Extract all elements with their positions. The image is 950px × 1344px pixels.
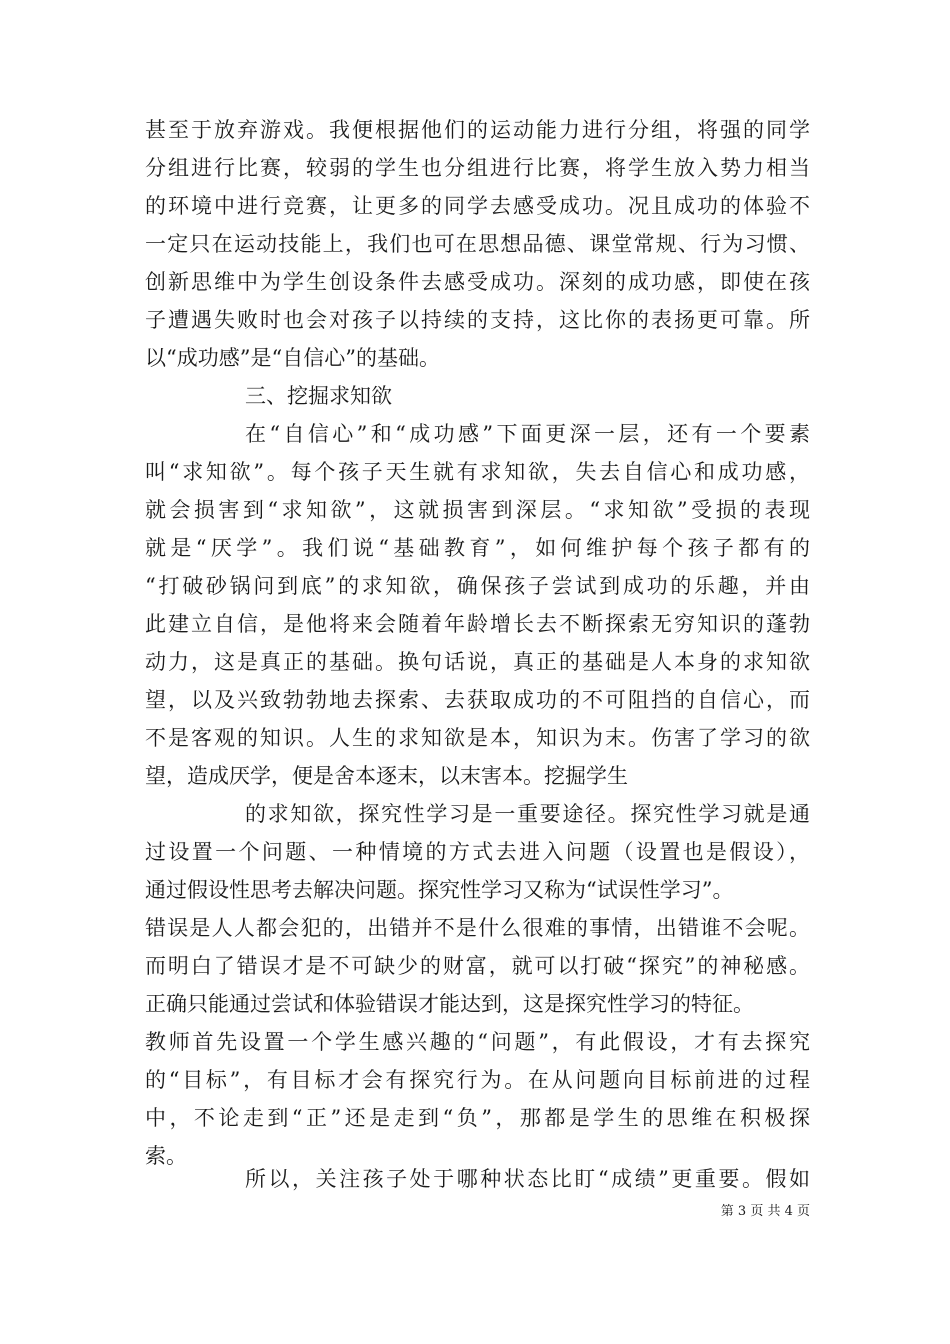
section-heading: 三、挖掘求知欲 [245,384,392,408]
page-number-footer: 第 3 页 共 4 页 [720,1204,810,1219]
paragraph-line: 不是客观的知识。人生的求知欲是本，知识为末。伤害了学习的欲 [145,726,810,750]
paragraph-line: 的求知欲，探究性学习是一重要途径。探究性学习就是通 [245,802,810,826]
paragraph-line: 就会损害到“求知欲”，这就损害到深层。“求知欲”受损的表现 [145,498,810,522]
paragraph-line: “打破砂锅问到底”的求知欲，确保孩子尝试到成功的乐趣，并由 [145,574,810,598]
paragraph-line: 就是“厌学”。我们说“基础教育”，如何维护每个孩子都有的 [145,536,810,560]
paragraph-line: 教师首先设置一个学生感兴趣的“问题”，有此假设，才有去探究 [145,1030,810,1054]
paragraph-line: 的“目标”，有目标才会有探究行为。在从问题向目标前进的过程 [145,1068,810,1092]
paragraph-line: 此建立自信，是他将来会随着年龄增长去不断探索无穷知识的蓬勃 [145,612,810,636]
paragraph-line: 通过假设性思考去解决问题。探究性学习又称为“试误性学习”。 [145,878,734,902]
paragraph-line: 所以，关注孩子处于哪种状态比盯“成绩”更重要。假如 [245,1167,810,1191]
paragraph-line: 分组进行比赛，较弱的学生也分组进行比赛，将学生放入势力相当 [145,156,810,180]
paragraph-line: 子遭遇失败时也会对孩子以持续的支持，这比你的表扬更可靠。所 [145,308,810,332]
paragraph-line: 错误是人人都会犯的，出错并不是什么很难的事情，出错谁不会呢。 [145,916,810,940]
paragraph-line: 望，以及兴致勃勃地去探索、去获取成功的不可阻挡的自信心，而 [145,688,810,712]
paragraph-line: 创新思维中为学生创设条件去感受成功。深刻的成功感，即使在孩 [145,270,810,294]
paragraph-line: 望，造成厌学，便是舍本逐末，以末害本。挖掘学生 [145,764,628,788]
paragraph-line: 过设置一个问题、一种情境的方式去进入问题（设置也是假设）， [145,840,810,864]
paragraph-line: 以“成功感”是“自信心”的基础。 [145,346,440,370]
paragraph-line: 而明白了错误才是不可缺少的财富，就可以打破“探究”的神秘感。 [145,954,810,978]
paragraph-line: 在“自信心”和“成功感”下面更深一层，还有一个要素 [245,422,810,446]
paragraph-line: 的环境中进行竞赛，让更多的同学去感受成功。况且成功的体验不 [145,194,810,218]
paragraph-line: 动力，这是真正的基础。换句话说，真正的基础是人本身的求知欲 [145,650,810,674]
paragraph-line: 甚至于放弃游戏。我便根据他们的运动能力进行分组，将强的同学 [145,118,810,142]
paragraph-line: 叫“求知欲”。每个孩子天生就有求知欲，失去自信心和成功感， [145,460,810,484]
paragraph-line: 一定只在运动技能上，我们也可在思想品德、课堂常规、行为习惯、 [145,232,810,256]
paragraph-line: 中，不论走到“正”还是走到“负”，那都是学生的思维在积极探 [145,1106,810,1130]
paragraph-line: 索。 [145,1144,187,1168]
paragraph-line: 正确只能通过尝试和体验错误才能达到，这是探究性学习的特征。 [145,992,754,1016]
